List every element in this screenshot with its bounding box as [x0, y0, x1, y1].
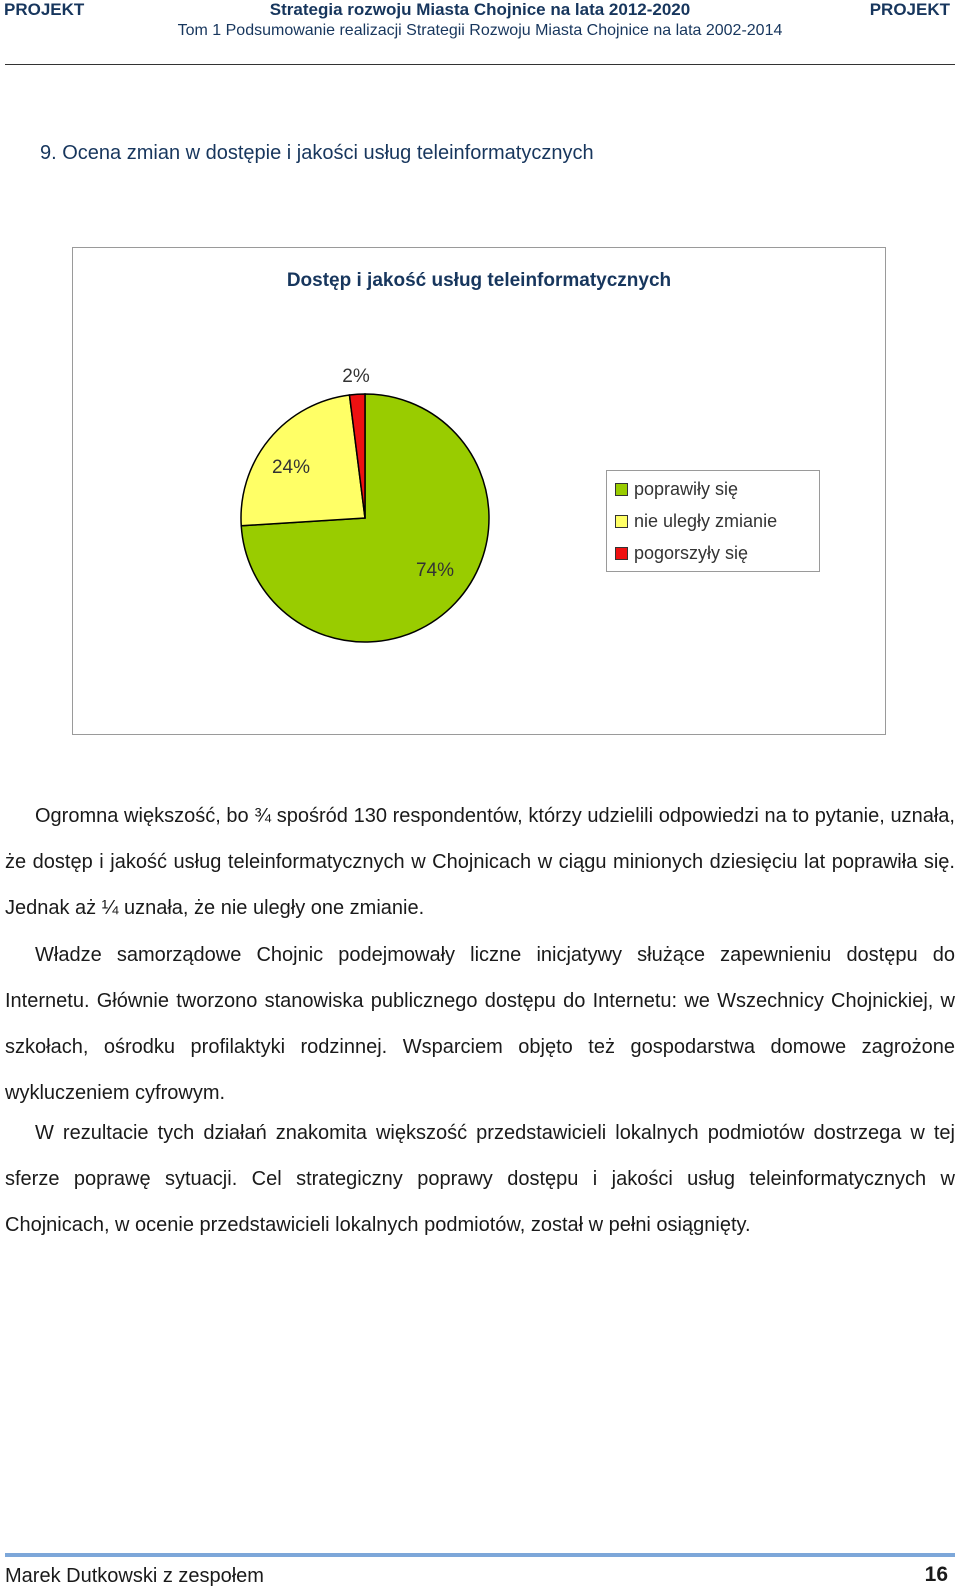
legend-swatch-worsened [615, 547, 628, 560]
paragraph-1 [5, 793, 955, 931]
paragraph-2 [5, 932, 955, 1116]
page-number: 16 [924, 1563, 948, 1586]
section-heading: 9. Ocena zmian w dostępie i jakości usług teleinformatycznych [40, 142, 594, 164]
pie-label-unchanged: 24% [271, 457, 311, 478]
paragraph-2-text: Władze samorządowe Chojnic podejmowały liczne inicjatywy służące zapewnieniu dostępu do Internetu. Głównie tworzono stanowiska publicznego dostępu do Internetu: we Wszechnicy Chojnickiej, w szkołach, ośrodku profilaktyki rodzinnej. Wsparciem objęto też gospodarstwa domowe zagrożone wykluczeniem cyfrowym. [5, 944, 955, 1104]
legend-label-improved: poprawiły się [634, 479, 739, 499]
chart-title: Dostęp i jakość usług teleinformatycznych [286, 270, 672, 291]
paragraph-3 [5, 1110, 955, 1248]
paragraph-1-text: Ogromna większość, bo ¾ spośród 130 respondentów, którzy udzielili odpowiedzi na to pytanie, uznała, że dostęp i jakość usług teleinformatycznych w Chojnicach w ciągu minionych dziesięciu lat poprawiła się. Jednak aż ¼ uznała, że nie uległy one zmianie. [5, 805, 955, 919]
pie-label-improved: 74% [415, 560, 455, 581]
footer-author: Marek Dutkowski z zespołem [5, 1565, 264, 1587]
legend-label-worsened: pogorszyły się [634, 543, 749, 563]
header-title: Strategia rozwoju Miasta Chojnice na lata 2012-2020 [269, 0, 691, 19]
legend-swatch-unchanged [615, 515, 628, 528]
pie-label-worsened: 2% [342, 366, 370, 387]
legend-item-worsened [615, 543, 748, 564]
header-right-label: PROJEKT [869, 0, 950, 19]
legend-label-unchanged: nie uległy zmianie [634, 511, 778, 531]
chart-legend [606, 470, 820, 572]
pie-chart [0, 0, 960, 760]
header-subtitle: Tom 1 Podsumowanie realizacji Strategii Rozwoju Miasta Chojnice na lata 2002-2014 [177, 22, 783, 39]
footer-divider [5, 1553, 955, 1557]
paragraph-3-text: W rezultacie tych działań znakomita większość przedstawicieli lokalnych podmiotów dostrzega w tej sferze poprawę sytuacji. Cel strategiczny poprawy dostępu i jakości usług teleinformatycznych w Chojnicach, w ocenie przedstawicieli lokalnych podmiotów, został w pełni osiągnięty. [5, 1122, 955, 1236]
legend-swatch-improved [615, 483, 628, 496]
legend-item-unchanged [615, 511, 777, 532]
header-left-label: PROJEKT [4, 0, 85, 19]
legend-item-improved [615, 479, 738, 500]
